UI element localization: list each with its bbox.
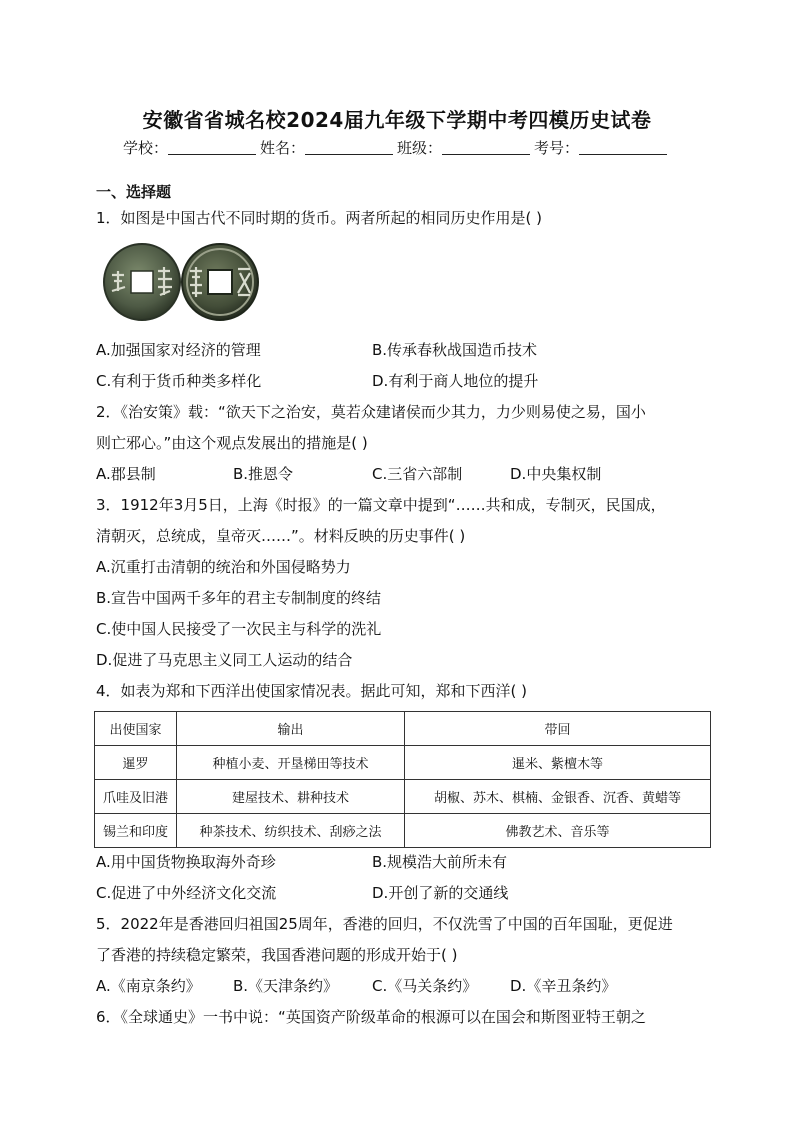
name-label: 姓名： [259, 139, 305, 157]
student-info-row [0, 137, 794, 158]
q2-option-b[interactable]: B.推恩令 [233, 465, 294, 483]
q4-option-d[interactable]: D.开创了新的交通线 [372, 884, 509, 902]
q2-option-d[interactable]: D.中央集权制 [510, 465, 602, 483]
table-cell: 建屋技术、耕种技术 [177, 780, 405, 814]
q1-option-a[interactable]: A.加强国家对经济的管理 [96, 341, 261, 359]
q6-stem-line1: 6．《全球通史》一书中说：“英国资产阶级革命的根源可以在国会和斯图亚特王朝之 [96, 1008, 646, 1026]
q1-stem: 1．如图是中国古代不同时期的货币。两者所起的相同历史作用是( ) [96, 209, 543, 227]
table-row [95, 746, 711, 780]
q3-option-b[interactable]: B.宣告中国两千多年的君主专制制度的终结 [96, 589, 382, 607]
q2-stem-line2: 则亡邪心。”由这个观点发展出的措施是( ) [96, 434, 368, 452]
table-cell: 种植小麦、开垦梯田等技术 [177, 746, 405, 780]
school-blank [168, 141, 256, 155]
q4-stem: 4．如表为郑和下西洋出使国家情况表。据此可知，郑和下西洋( ) [96, 682, 528, 700]
q2-option-c[interactable]: C.三省六部制 [372, 465, 463, 483]
q3-option-d[interactable]: D.促进了马克思主义同工人运动的结合 [96, 651, 353, 669]
table-header-country: 出使国家 [95, 712, 177, 746]
table-cell: 锡兰和印度 [95, 814, 177, 848]
wuzhu-coin [182, 244, 258, 320]
class-blank [442, 141, 530, 155]
q1-option-d[interactable]: D.有利于商人地位的提升 [372, 372, 539, 390]
table-cell: 暹罗 [95, 746, 177, 780]
q5-option-d[interactable]: D.《辛丑条约》 [510, 977, 617, 995]
table-header-row [95, 712, 711, 746]
table-header-export: 输出 [177, 712, 405, 746]
name-blank [305, 141, 393, 155]
q4-option-b[interactable]: B.规模浩大前所未有 [372, 853, 508, 871]
q3-stem-line2: 清朝灭，总统成，皇帝灭……”。材料反映的历史事件( ) [96, 527, 466, 545]
q4-option-c[interactable]: C.促进了中外经济文化交流 [96, 884, 277, 902]
q1-option-b[interactable]: B.传承春秋战国造币技术 [372, 341, 538, 359]
q3-option-c[interactable]: C.使中国人民接受了一次民主与科学的洗礼 [96, 620, 382, 638]
school-label: 学校： [122, 139, 168, 157]
q5-option-b[interactable]: B.《天津条约》 [233, 977, 339, 995]
table-row [95, 814, 711, 848]
section-heading: 一、选择题 [96, 183, 172, 201]
table-cell: 胡椒、苏木、棋楠、金银香、沉香、黄蜡等 [405, 780, 711, 814]
q5-option-c[interactable]: C.《马关条约》 [372, 977, 478, 995]
q3-stem-line1: 3．1912年3月5日，上海《时报》的一篇文章中提到“……共和成，专制灭，民国成， [96, 496, 666, 514]
q2-stem-line1: 2．《治安策》载：“欲天下之治安，莫若众建诸侯而少其力，力少则易使之易，国小 [96, 403, 646, 421]
table-cell: 爪哇及旧港 [95, 780, 177, 814]
table-header-import: 带回 [405, 712, 711, 746]
table-row [95, 780, 711, 814]
table-cell: 暹米、紫檀木等 [405, 746, 711, 780]
q5-option-a[interactable]: A.《南京条约》 [96, 977, 201, 995]
banliang-coin [104, 244, 180, 320]
exam-number-blank [579, 141, 667, 155]
zhenghe-voyage-table [94, 711, 711, 848]
q4-option-a[interactable]: A.用中国货物换取海外奇珍 [96, 853, 276, 871]
q5-stem-line2: 了香港的持续稳定繁荣，我国香港问题的形成开始于( ) [96, 946, 458, 964]
class-label: 班级： [397, 139, 443, 157]
q2-option-a[interactable]: A.郡县制 [96, 465, 156, 483]
q3-option-a[interactable]: A.沉重打击清朝的统治和外国侵略势力 [96, 558, 351, 576]
exam-title: 安徽省省城名校2024届九年级下学期中考四模历史试卷 [142, 108, 652, 132]
ancient-coins-image [100, 241, 260, 323]
table-cell: 佛教艺术、音乐等 [405, 814, 711, 848]
exam-number-label: 考号： [534, 139, 580, 157]
q1-option-c[interactable]: C.有利于货币种类多样化 [96, 372, 262, 390]
table-cell: 种茶技术、纺织技术、刮痧之法 [177, 814, 405, 848]
q5-stem-line1: 5．2022年是香港回归祖国25周年，香港的回归，不仅洗雪了中国的百年国耻，更促进 [96, 915, 673, 933]
